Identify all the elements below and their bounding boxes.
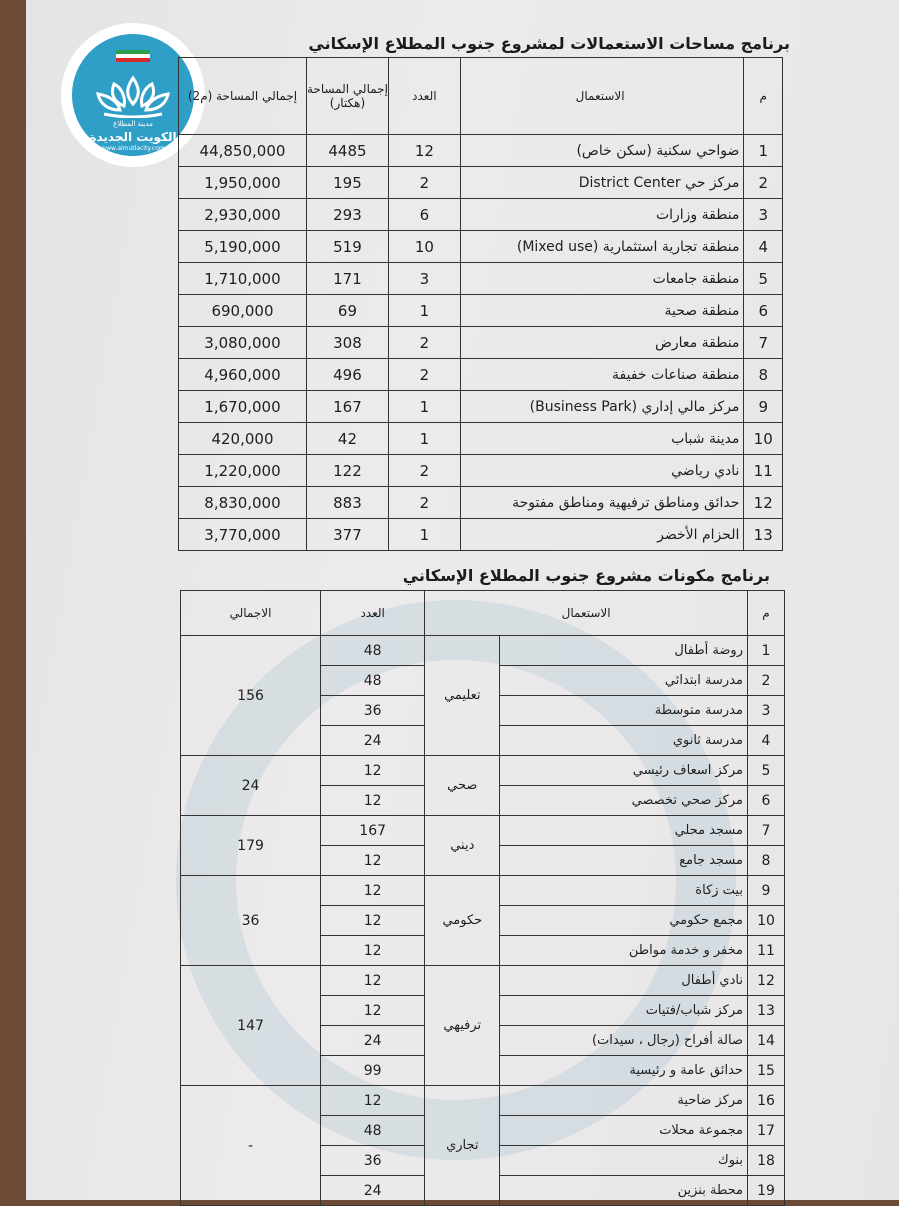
count-cell: 2	[388, 455, 460, 487]
row-number-cell: 12	[747, 966, 784, 996]
category-cell: ديني	[425, 816, 500, 876]
count-cell: 2	[388, 359, 460, 391]
header-number: م	[744, 58, 783, 135]
count-cell: 3	[388, 263, 460, 295]
count-cell: 12	[321, 876, 425, 906]
row-number-cell: 2	[744, 167, 783, 199]
area-ha-cell: 308	[306, 327, 388, 359]
area-ha-cell: 377	[306, 519, 388, 551]
count-cell: 36	[321, 1146, 425, 1176]
row-number-cell: 7	[747, 816, 784, 846]
row-number-cell: 11	[744, 455, 783, 487]
area-ha-cell: 171	[306, 263, 388, 295]
row-number-cell: 6	[744, 295, 783, 327]
logo-small-text: مدينة المطلاع	[113, 120, 153, 128]
use-cell: منطقة معارض	[460, 327, 744, 359]
logo-main-text: الكويت الجديدة	[89, 130, 177, 144]
count-cell: 2	[388, 487, 460, 519]
row-number-cell: 15	[747, 1056, 784, 1086]
header-area-m2: إجمالي المساحة (م2)	[179, 58, 307, 135]
count-cell: 1	[388, 295, 460, 327]
count-cell: 36	[321, 696, 425, 726]
area-ha-cell: 42	[306, 423, 388, 455]
logo-badge	[72, 34, 194, 156]
area-m2-cell: 2,930,000	[179, 199, 307, 231]
row-number-cell: 10	[744, 423, 783, 455]
area-m2-cell: 1,670,000	[179, 391, 307, 423]
row-number-cell: 4	[747, 726, 784, 756]
group-total-cell: -	[181, 1086, 321, 1206]
count-cell: 12	[388, 135, 460, 167]
count-cell: 12	[321, 846, 425, 876]
row-number-cell: 12	[744, 487, 783, 519]
area-ha-cell: 293	[306, 199, 388, 231]
table-row	[181, 636, 785, 666]
header-number: م	[747, 591, 784, 636]
use-cell: مسجد جامع	[500, 846, 748, 876]
row-number-cell: 13	[744, 519, 783, 551]
area-m2-cell: 3,080,000	[179, 327, 307, 359]
group-total-cell: 24	[181, 756, 321, 816]
count-cell: 48	[321, 1116, 425, 1146]
use-cell: مدرسة متوسطة	[500, 696, 748, 726]
use-cell: مركز مالي إداري (Business Park)	[460, 391, 744, 423]
table-row	[179, 455, 783, 487]
group-total-cell: 36	[181, 876, 321, 966]
area-m2-cell: 8,830,000	[179, 487, 307, 519]
row-number-cell: 5	[747, 756, 784, 786]
logo-url-text: www.almutlacity.com	[101, 145, 165, 152]
count-cell: 48	[321, 666, 425, 696]
area-ha-cell: 195	[306, 167, 388, 199]
use-cell: منطقة تجارية استثمارية (Mixed use)	[460, 231, 744, 263]
count-cell: 1	[388, 391, 460, 423]
table-row	[179, 423, 783, 455]
group-total-cell: 147	[181, 966, 321, 1086]
header-count: العدد	[388, 58, 460, 135]
use-cell: حدائق ومناطق ترفيهية ومناطق مفتوحة	[460, 487, 744, 519]
area-m2-cell: 3,770,000	[179, 519, 307, 551]
table2-header-row	[181, 591, 785, 636]
table-row	[181, 876, 785, 906]
row-number-cell: 4	[744, 231, 783, 263]
header-count: العدد	[321, 591, 425, 636]
area-ha-cell: 122	[306, 455, 388, 487]
table-row	[179, 167, 783, 199]
row-number-cell: 8	[747, 846, 784, 876]
row-number-cell: 1	[744, 135, 783, 167]
count-cell: 12	[321, 1086, 425, 1116]
use-cell: مركز اسعاف رئيسي	[500, 756, 748, 786]
use-cell: مركز شباب/فتيات	[500, 996, 748, 1026]
count-cell: 24	[321, 726, 425, 756]
count-cell: 24	[321, 1176, 425, 1206]
count-cell: 48	[321, 636, 425, 666]
kuwait-flag-icon	[116, 50, 150, 62]
count-cell: 167	[321, 816, 425, 846]
category-cell: تجاري	[425, 1086, 500, 1206]
use-cell: مدرسة ابتدائي	[500, 666, 748, 696]
use-cell: صالة أفراح (رجال ، سيدات)	[500, 1026, 748, 1056]
row-number-cell: 18	[747, 1146, 784, 1176]
row-number-cell: 2	[747, 666, 784, 696]
use-cell: مركز حي District Center	[460, 167, 744, 199]
components-table	[180, 590, 785, 1206]
table-row	[181, 1086, 785, 1116]
area-m2-cell: 690,000	[179, 295, 307, 327]
table-row	[179, 231, 783, 263]
table-row	[181, 966, 785, 996]
use-cell: بنوك	[500, 1146, 748, 1176]
row-number-cell: 17	[747, 1116, 784, 1146]
use-cell: نادي رياضي	[460, 455, 744, 487]
header-use: الاستعمال	[460, 58, 744, 135]
table-row	[179, 135, 783, 167]
header-use: الاستعمال	[425, 591, 748, 636]
count-cell: 6	[388, 199, 460, 231]
category-cell: حكومي	[425, 876, 500, 966]
area-ha-cell: 4485	[306, 135, 388, 167]
category-cell: تعليمي	[425, 636, 500, 756]
header-total: الاجمالي	[181, 591, 321, 636]
row-number-cell: 14	[747, 1026, 784, 1056]
table-row	[179, 487, 783, 519]
table-row	[179, 295, 783, 327]
count-cell: 1	[388, 519, 460, 551]
count-cell: 10	[388, 231, 460, 263]
table-row	[179, 359, 783, 391]
use-cell: حدائق عامة و رئيسية	[500, 1056, 748, 1086]
header-area-ha: إجمالي المساحة (هكتار)	[306, 58, 388, 135]
count-cell: 2	[388, 327, 460, 359]
area-m2-cell: 420,000	[179, 423, 307, 455]
row-number-cell: 10	[747, 906, 784, 936]
count-cell: 24	[321, 1026, 425, 1056]
group-total-cell: 156	[181, 636, 321, 756]
area-ha-cell: 883	[306, 487, 388, 519]
count-cell: 12	[321, 996, 425, 1026]
area-ha-cell: 69	[306, 295, 388, 327]
count-cell: 2	[388, 167, 460, 199]
usage-areas-table	[178, 57, 783, 551]
row-number-cell: 8	[744, 359, 783, 391]
table2-title: برنامج مكونات مشروع جنوب المطلاع الإسكاني	[402, 566, 770, 585]
count-cell: 12	[321, 936, 425, 966]
flower-icon	[94, 74, 172, 118]
use-cell: الحزام الأخضر	[460, 519, 744, 551]
area-m2-cell: 1,950,000	[179, 167, 307, 199]
group-total-cell: 179	[181, 816, 321, 876]
use-cell: نادي أطفال	[500, 966, 748, 996]
count-cell: 12	[321, 786, 425, 816]
area-ha-cell: 519	[306, 231, 388, 263]
count-cell: 12	[321, 966, 425, 996]
use-cell: بيت زكاة	[500, 876, 748, 906]
table1-title: برنامج مساحات الاستعمالات لمشروع جنوب المطلاع الإسكاني	[308, 34, 790, 53]
table-row	[179, 391, 783, 423]
use-cell: مدينة شباب	[460, 423, 744, 455]
use-cell: مخفر و خدمة مواطن	[500, 936, 748, 966]
row-number-cell: 9	[747, 876, 784, 906]
use-cell: منطقة وزارات	[460, 199, 744, 231]
category-cell: صحي	[425, 756, 500, 816]
row-number-cell: 3	[744, 199, 783, 231]
row-number-cell: 5	[744, 263, 783, 295]
row-number-cell: 1	[747, 636, 784, 666]
area-m2-cell: 44,850,000	[179, 135, 307, 167]
use-cell: منطقة صناعات خفيفة	[460, 359, 744, 391]
use-cell: مجمع حكومي	[500, 906, 748, 936]
use-cell: روضة أطفال	[500, 636, 748, 666]
area-ha-cell: 496	[306, 359, 388, 391]
use-cell: مدرسة ثانوي	[500, 726, 748, 756]
row-number-cell: 19	[747, 1176, 784, 1206]
use-cell: مركز ضاحية	[500, 1086, 748, 1116]
table-row	[181, 816, 785, 846]
area-m2-cell: 4,960,000	[179, 359, 307, 391]
area-m2-cell: 5,190,000	[179, 231, 307, 263]
row-number-cell: 3	[747, 696, 784, 726]
table-row	[179, 519, 783, 551]
use-cell: مجموعة محلات	[500, 1116, 748, 1146]
use-cell: مسجد محلي	[500, 816, 748, 846]
use-cell: منطقة صحية	[460, 295, 744, 327]
row-number-cell: 6	[747, 786, 784, 816]
row-number-cell: 16	[747, 1086, 784, 1116]
table-row	[179, 199, 783, 231]
area-ha-cell: 167	[306, 391, 388, 423]
use-cell: محطة بنزين	[500, 1176, 748, 1206]
row-number-cell: 9	[744, 391, 783, 423]
count-cell: 1	[388, 423, 460, 455]
table-row	[179, 263, 783, 295]
use-cell: منطقة جامعات	[460, 263, 744, 295]
category-cell: ترفيهي	[425, 966, 500, 1086]
area-m2-cell: 1,220,000	[179, 455, 307, 487]
area-m2-cell: 1,710,000	[179, 263, 307, 295]
use-cell: ضواحي سكنية (سكن خاص)	[460, 135, 744, 167]
row-number-cell: 7	[744, 327, 783, 359]
row-number-cell: 11	[747, 936, 784, 966]
row-number-cell: 13	[747, 996, 784, 1026]
table-row	[181, 756, 785, 786]
use-cell: مركز صحي تخصصي	[500, 786, 748, 816]
count-cell: 12	[321, 756, 425, 786]
table-row	[179, 327, 783, 359]
count-cell: 99	[321, 1056, 425, 1086]
table1-header-row	[179, 58, 783, 135]
count-cell: 12	[321, 906, 425, 936]
